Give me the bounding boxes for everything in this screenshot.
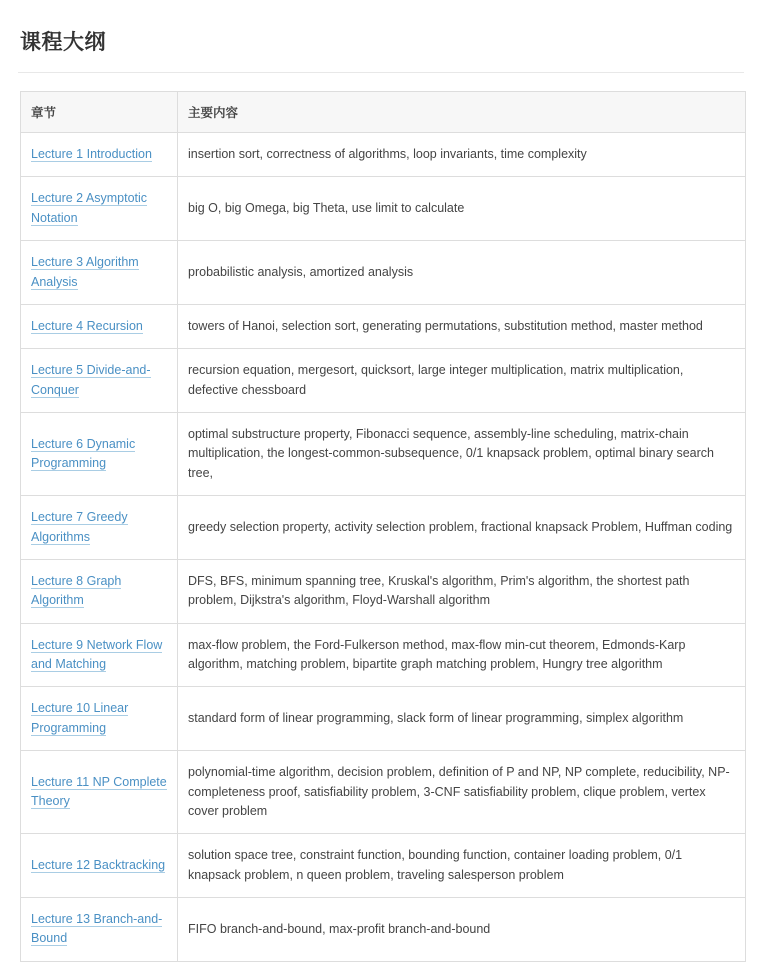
table-row [21,623,746,687]
lecture-link[interactable]: Lecture 10 Linear Programming [31,701,129,735]
table-row [21,559,746,623]
lecture-link[interactable]: Lecture 4 Recursion [31,318,143,333]
content-cell: max-flow problem, the Ford-Fulkerson method, max-flow min-cut theorem, Edmonds-Karp algorithm, matching problem, bipartite graph matching problem, Hungry tree algorithm [178,623,746,687]
page-title: 课程大纲 [20,31,106,54]
content-cell: insertion sort, correctness of algorithms, loop invariants, time complexity [178,133,746,177]
content-cell: solution space tree, constraint function, bounding function, container loading problem, 0/1 knapsack problem, n queen problem, traveling salesperson problem [178,834,746,898]
table-row [21,496,746,560]
column-header-chapter: 章节 [21,92,178,133]
lecture-link[interactable]: Lecture 11 NP Complete Theory [31,774,167,809]
table-header-row [21,92,746,133]
table-row [21,177,746,241]
content-cell: recursion equation, mergesort, quicksort, large integer multiplication, matrix multiplication, defective chessboard [178,349,746,413]
lecture-link[interactable]: Lecture 6 Dynamic Programming [31,436,136,471]
table-row [21,898,746,962]
lecture-link[interactable]: Lecture 2 Asymptotic Notation [31,191,148,225]
chapter-cell [21,687,178,751]
lecture-link[interactable]: Lecture 3 Algorithm Analysis [31,255,139,289]
chapter-cell [21,304,178,348]
lecture-link[interactable]: Lecture 5 Divide-and-Conquer [31,363,151,397]
chapter-cell [21,559,178,623]
table-row [21,834,746,898]
chapter-cell [21,751,178,834]
chapter-cell [21,133,178,177]
lecture-link[interactable]: Lecture 13 Branch-and-Bound [31,912,163,946]
lecture-link[interactable]: Lecture 9 Network Flow and Matching [31,637,163,671]
content-cell: standard form of linear programming, slack form of linear programming, simplex algorithm [178,687,746,751]
lecture-link[interactable]: Lecture 8 Graph Algorithm [31,573,122,608]
content-cell: optimal substructure property, Fibonacci sequence, assembly-line scheduling, matrix-chain multiplication, the longest-common-subsequence, 0/1 knapsack problem, optimal binary search tree, [178,413,746,496]
table-row [21,241,746,305]
chapter-cell [21,834,178,898]
syllabus-table [20,91,746,962]
content-cell: polynomial-time algorithm, decision problem, definition of P and NP, NP complete, reducibility, NP-completeness proof, satisfiability problem, 3-CNF satisfiability problem, clique problem, vertex cover problem [178,751,746,834]
title-divider [18,72,744,73]
content-cell: probabilistic analysis, amortized analysis [178,241,746,305]
table-body [21,133,746,962]
content-cell: big O, big Omega, big Theta, use limit to calculate [178,177,746,241]
column-header-content: 主要内容 [178,92,746,133]
chapter-cell [21,349,178,413]
chapter-cell [21,623,178,687]
chapter-cell [21,413,178,496]
table-row [21,133,746,177]
table-head [21,92,746,133]
table-row [21,304,746,348]
content-cell: FIFO branch-and-bound, max-profit branch-and-bound [178,898,746,962]
table-row [21,751,746,834]
chapter-cell [21,241,178,305]
content-cell: towers of Hanoi, selection sort, generating permutations, substitution method, master method [178,304,746,348]
lecture-link[interactable]: Lecture 7 Greedy Algorithms [31,510,128,544]
content-cell: DFS, BFS, minimum spanning tree, Kruskal's algorithm, Prim's algorithm, the shortest path problem, Dijkstra's algorithm, Floyd-Warshall algorithm [178,559,746,623]
table-row [21,687,746,751]
content-cell: greedy selection property, activity selection problem, fractional knapsack Problem, Huffman coding [178,496,746,560]
chapter-cell [21,898,178,962]
chapter-cell [21,177,178,241]
lecture-link[interactable]: Lecture 12 Backtracking [31,857,166,872]
table-row [21,349,746,413]
table-row [21,413,746,496]
chapter-cell [21,496,178,560]
lecture-link[interactable]: Lecture 1 Introduction [31,147,152,161]
